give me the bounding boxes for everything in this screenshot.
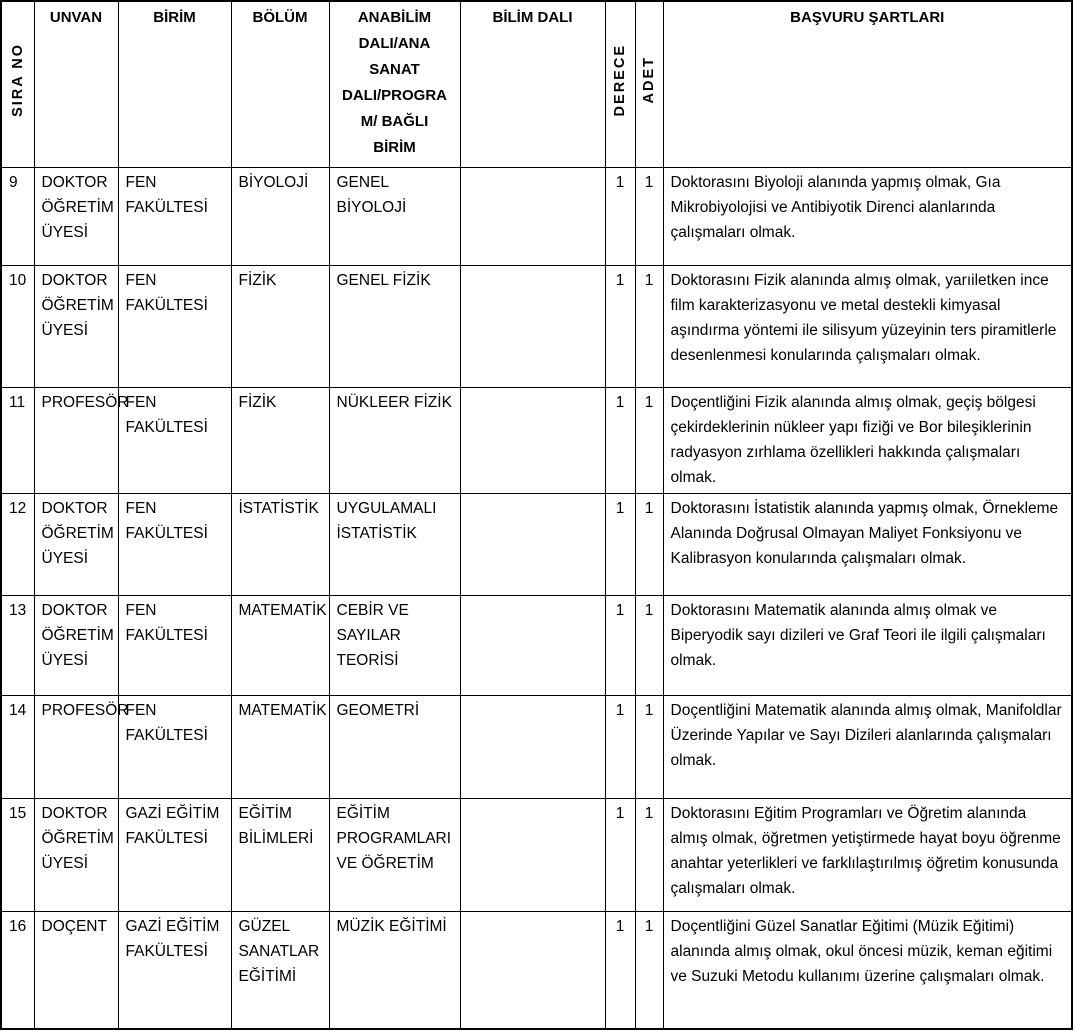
cell-anabilim: UYGULAMALI İSTATİSTİK [329,493,460,595]
cell-birim: FEN FAKÜLTESİ [118,265,231,387]
column-header-unvan [34,1,118,167]
cell-adet: 1 [635,493,663,595]
cell-sartlar: Doçentliğini Güzel Sanatlar Eğitimi (Müzik Eğitimi) alanında almış olmak, okul öncesi müzik, keman eğitimi ve Suzuki Metodu kullanımı üzerine çalışmaları olmak. [663,911,1072,1029]
cell-sartlar: Doçentliğini Matematik alanında almış olmak, Manifoldlar Üzerinde Yapılar ve Sayı Dizileri alanlarında çalışmaları olmak. [663,695,1072,798]
column-header-label: BÖLÜM [252,9,308,26]
column-header-sartlar [663,1,1072,167]
column-header-label: BİRİM [153,9,196,26]
cell-bilim_dali [460,798,605,911]
table-row-11 [1,387,1072,493]
cell-anabilim: MÜZİK EĞİTİMİ [329,911,460,1029]
cell-sira_no: 10 [1,265,34,387]
cell-unvan: DOÇENT [34,911,118,1029]
cell-birim: GAZİ EĞİTİM FAKÜLTESİ [118,911,231,1029]
cell-bilim_dali [460,387,605,493]
cell-bolum: FİZİK [231,265,329,387]
cell-sartlar: Doktorasını Fizik alanında almış olmak, yarıiletken ince film karakterizasyonu ve metal destekli kimyasal aşındırma yöntemi ile silisyum yüzeyinin ters piramitlerle desenlenmesi konularında çalışmaları olmak. [663,265,1072,387]
cell-derece: 1 [605,595,635,695]
column-header-sira_no [1,1,34,167]
cell-anabilim: CEBİR VE SAYILAR TEORİSİ [329,595,460,695]
cell-sartlar: Doktorasını Biyoloji alanında yapmış olmak, Gıa Mikrobiyolojisi ve Antibiyotik Direnci alanlarında çalışmaları olmak. [663,167,1072,265]
cell-bilim_dali [460,265,605,387]
cell-bilim_dali [460,167,605,265]
cell-sartlar: Doçentliğini Fizik alanında almış olmak, geçiş bölgesi çekirdeklerinin nükleer yapı fiziği ve Bor bileşiklerinin radyasyon zırhlama özellikleri hakkında çalışmaları olmak. [663,387,1072,493]
table-header [1,1,1072,167]
cell-unvan: DOKTOR ÖĞRETİM ÜYESİ [34,167,118,265]
cell-sira_no: 16 [1,911,34,1029]
table-row-9 [1,167,1072,265]
cell-bilim_dali [460,493,605,595]
table-row-12 [1,493,1072,595]
column-header-label: BİLİM DALI [492,9,573,26]
table-row-15 [1,798,1072,911]
cell-bilim_dali [460,695,605,798]
cell-derece: 1 [605,911,635,1029]
cell-adet: 1 [635,595,663,695]
cell-unvan: PROFESÖR [34,387,118,493]
column-header-label: DERECE [611,43,628,116]
cell-unvan: PROFESÖR [34,695,118,798]
table-row-13 [1,595,1072,695]
cell-sira_no: 12 [1,493,34,595]
table-row-14 [1,695,1072,798]
column-header-derece [605,1,635,167]
cell-bilim_dali [460,911,605,1029]
cell-unvan: DOKTOR ÖĞRETİM ÜYESİ [34,595,118,695]
cell-bolum: MATEMATİK [231,595,329,695]
cell-birim: FEN FAKÜLTESİ [118,493,231,595]
column-header-label: UNVAN [49,9,103,26]
cell-adet: 1 [635,265,663,387]
cell-adet: 1 [635,387,663,493]
cell-birim: FEN FAKÜLTESİ [118,387,231,493]
cell-birim: FEN FAKÜLTESİ [118,595,231,695]
table-row-16 [1,911,1072,1029]
cell-anabilim: EĞİTİM PROGRAMLARI VE ÖĞRETİM [329,798,460,911]
cell-birim: FEN FAKÜLTESİ [118,167,231,265]
column-header-label: ANABİLİM DALI/ANA SANAT DALI/PROGRA M/ BAĞLI BİRİM [342,9,447,156]
cell-bolum: GÜZEL SANATLAR EĞİTİMİ [231,911,329,1029]
column-header-label: BAŞVURU ŞARTLARI [790,9,945,26]
cell-derece: 1 [605,493,635,595]
cell-derece: 1 [605,387,635,493]
cell-anabilim: GENEL FİZİK [329,265,460,387]
column-header-adet [635,1,663,167]
cell-adet: 1 [635,167,663,265]
cell-anabilim: GENEL BİYOLOJİ [329,167,460,265]
cell-bolum: BİYOLOJİ [231,167,329,265]
header-row [1,1,1072,167]
cell-anabilim: GEOMETRİ [329,695,460,798]
cell-bolum: MATEMATİK [231,695,329,798]
cell-bolum: İSTATİSTİK [231,493,329,595]
cell-sartlar: Doktorasını İstatistik alanında yapmış olmak, Örnekleme Alanında Doğrusal Olmayan Maliyet Fonksiyonu ve Kalibrasyon konularında çalışmaları olmak. [663,493,1072,595]
table-row-10 [1,265,1072,387]
cell-derece: 1 [605,167,635,265]
cell-anabilim: NÜKLEER FİZİK [329,387,460,493]
column-header-bolum [231,1,329,167]
cell-sira_no: 13 [1,595,34,695]
cell-unvan: DOKTOR ÖĞRETİM ÜYESİ [34,265,118,387]
cell-sartlar: Doktorasını Eğitim Programları ve Öğretim alanında almış olmak, öğretmen yetiştirmede hayat boyu öğrenme anahtar yeterlikleri ve farklılaştırılmış öğretim konusunda çalışmaları olmak. [663,798,1072,911]
column-header-birim [118,1,231,167]
column-header-anabilim [329,1,460,167]
cell-unvan: DOKTOR ÖĞRETİM ÜYESİ [34,493,118,595]
cell-sira_no: 11 [1,387,34,493]
cell-sira_no: 15 [1,798,34,911]
cell-bolum: EĞİTİM BİLİMLERİ [231,798,329,911]
cell-adet: 1 [635,695,663,798]
cell-sartlar: Doktorasını Matematik alanında almış olmak ve Biperyodik sayı dizileri ve Graf Teori ile ilgili çalışmaları olmak. [663,595,1072,695]
cell-adet: 1 [635,911,663,1029]
cell-derece: 1 [605,265,635,387]
column-header-bilim_dali [460,1,605,167]
column-header-label: SIRA NO [9,42,26,117]
table-body [1,167,1072,1029]
cell-derece: 1 [605,695,635,798]
cell-unvan: DOKTOR ÖĞRETİM ÜYESİ [34,798,118,911]
column-header-label: ADET [640,56,657,104]
cell-birim: FEN FAKÜLTESİ [118,695,231,798]
cell-derece: 1 [605,798,635,911]
cell-bilim_dali [460,595,605,695]
cell-adet: 1 [635,798,663,911]
cell-birim: GAZİ EĞİTİM FAKÜLTESİ [118,798,231,911]
cell-bolum: FİZİK [231,387,329,493]
cell-sira_no: 9 [1,167,34,265]
cell-sira_no: 14 [1,695,34,798]
